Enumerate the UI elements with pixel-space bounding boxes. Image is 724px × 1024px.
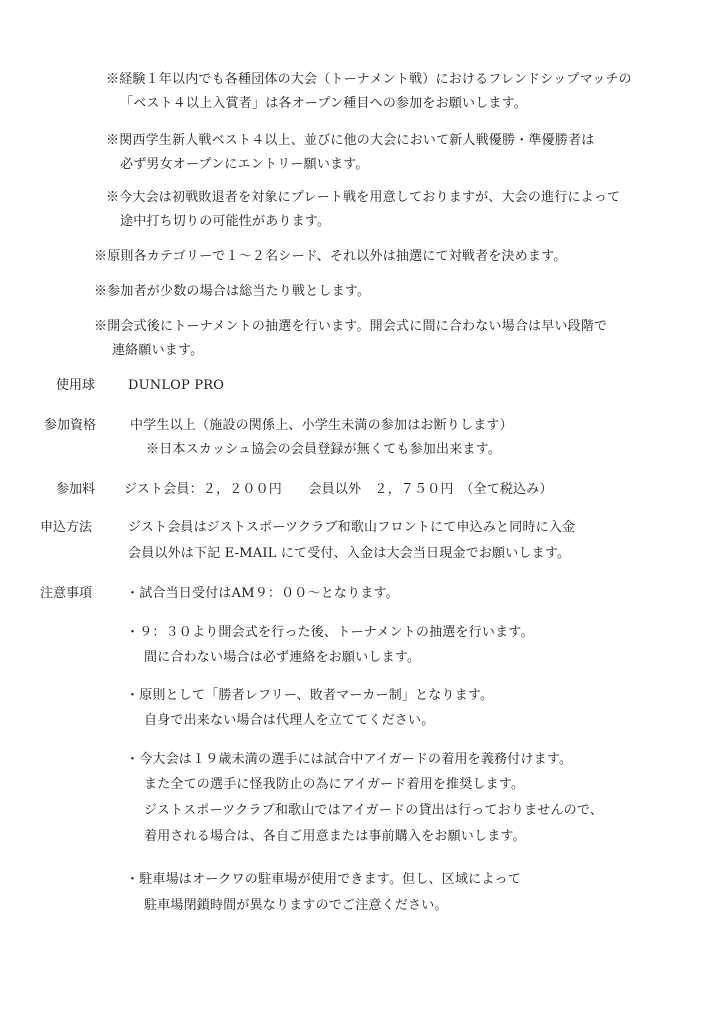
apply-line-1: ジスト会員はジストスポーツクラブ和歌山フロントにて申込みと同時に入金 [128, 520, 576, 535]
note-3-line-1: ※今大会は初戦敗退者を対象にプレート戦を用意しておりますが、大会の進行によって [106, 190, 621, 205]
caution-5-line-2: 駐車場閉鎖時間が異なりますのでご注意ください。 [144, 898, 448, 913]
caution-3-line-1: ・原則として「勝者レフリー、敗者マーカー制」となります。 [126, 688, 494, 703]
caution-3-line-2: 自身で出来ない場合は代理人を立ててください。 [144, 713, 435, 728]
caution-2-line-1: ・９：３０より開会式を行った後、トーナメントの抽選を行います。 [126, 625, 534, 640]
note-3-line-2: 途中打ち切りの可能性があります。 [120, 214, 331, 229]
ball-value: DUNLOP PRO [128, 378, 225, 393]
caution-2-line-2: 間に合わない場合は必ず連絡をお願いします。 [144, 650, 421, 665]
eligibility-line-2: ※日本スカッシュ協会の会員登録が無くても参加出来ます。 [146, 442, 501, 457]
caution-4-line-4: 着用される場合は、各自ご用意または事前購入をお願いします。 [144, 829, 526, 844]
note-6-line-2: 連絡願います。 [112, 343, 204, 358]
fee-line-1: ジスト会員：２，２００円 会員以外 ２，７５０円 （全て税込み） [124, 482, 553, 497]
note-1-line-1: ※経験１年以内でも各種団体の大会（トーナメント戦）におけるフレンドシップマッチの [106, 72, 632, 87]
ball-label: 使用球 [56, 378, 96, 393]
cautions-label: 注意事項 [40, 586, 93, 601]
caution-4-line-3: ジストスポーツクラブ和歌山ではアイガードの貸出は行っておりませんので、 [144, 803, 604, 818]
fee-label: 参加料 [56, 482, 96, 497]
apply-label: 申込方法 [40, 520, 93, 535]
note-4-line-1: ※原則各カテゴリーで１〜２名シード、それ以外は抽選にて対戦者を決めます。 [94, 249, 567, 264]
caution-4-line-1: ・今大会は１９歳未満の選手には試合中アイガードの着用を義務付けます。 [126, 752, 573, 767]
eligibility-label: 参加資格 [44, 418, 97, 433]
note-2-line-1: ※関西学生新人戦ベスト４以上、並びに他の大会において新人戦優勝・準優勝者は [106, 133, 595, 148]
caution-1-line-1: ・試合当日受付はAM９：００〜となります。 [126, 586, 399, 601]
note-6-line-1: ※開会式後にトーナメントの抽選を行います。開会式に間に合わない場合は早い段階で [94, 319, 608, 334]
apply-line-2: 会員以外は下記 E-MAIL にて受付、入金は大会当日現金でお願いします。 [128, 546, 571, 561]
caution-4-line-2: また全ての選手に怪我防止の為にアイガード着用を推奨します。 [144, 777, 525, 792]
caution-5-line-1: ・駐車場はオークワの駐車場が使用できます。但し、区域によって [126, 872, 521, 887]
eligibility-line-1: 中学生以上（施設の関係上、小学生未満の参加はお断りします） [130, 418, 513, 433]
note-5-line-1: ※参加者が少数の場合は総当たり戦とします。 [94, 284, 371, 299]
note-1-line-2: 「ベスト４以上入賞者」は各オープン種目への参加をお願いします。 [120, 96, 527, 111]
note-2-line-2: 必ず男女オープンにエントリー願います。 [120, 157, 369, 172]
